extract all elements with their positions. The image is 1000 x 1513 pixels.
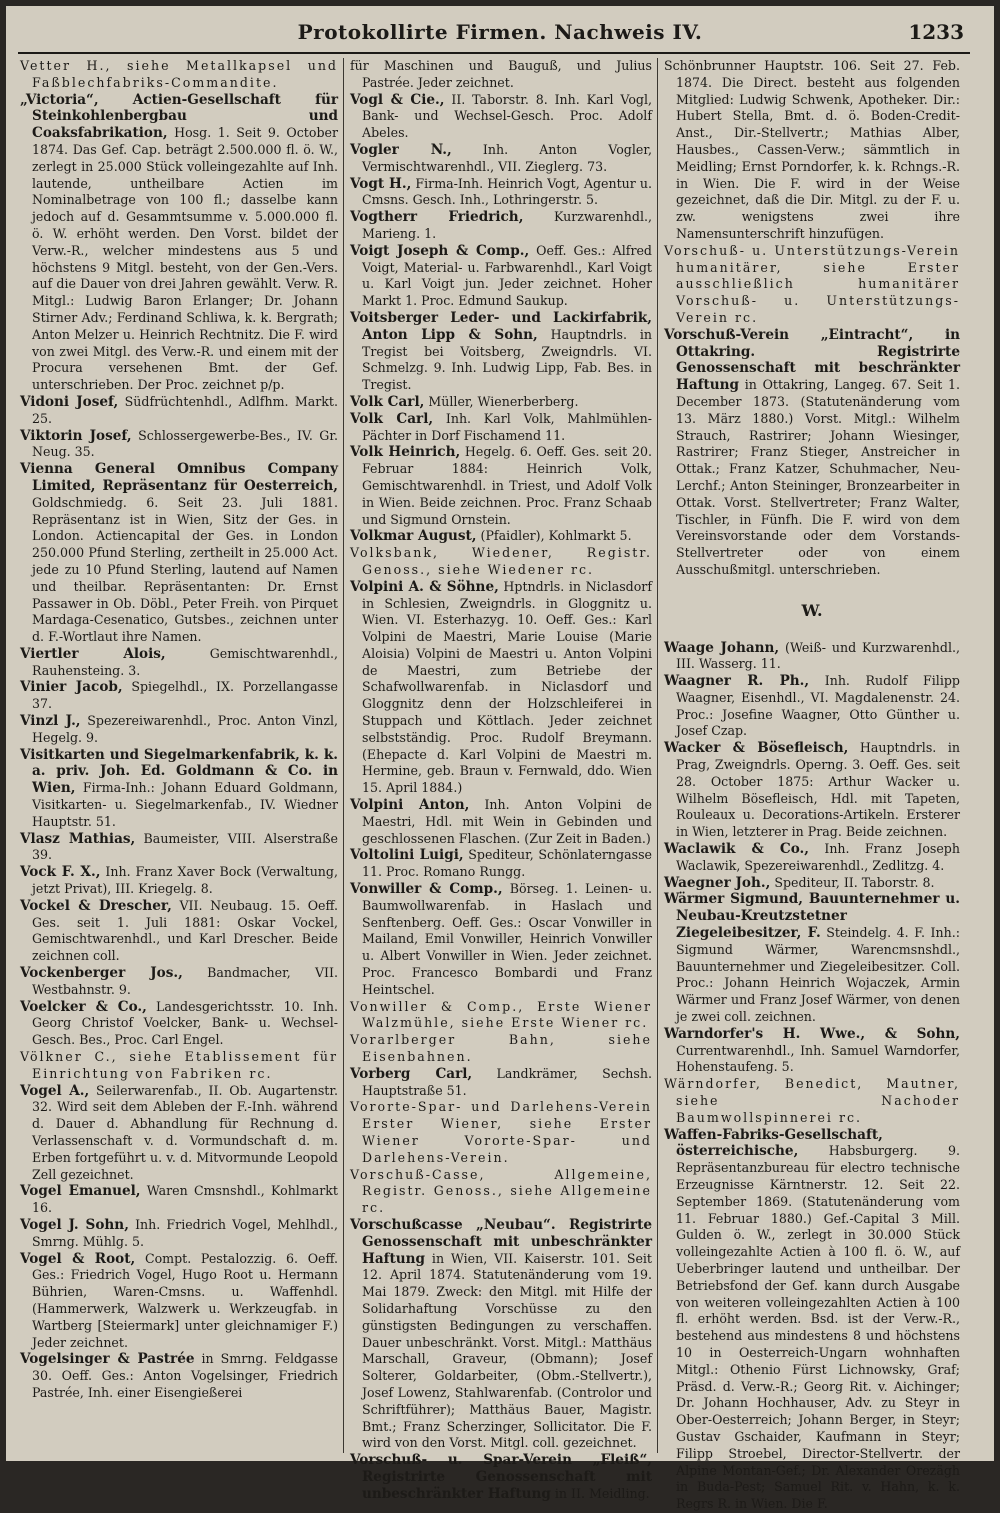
firm-entry: [664, 841, 960, 875]
column-divider: [343, 58, 344, 1453]
firm-name: Volpini Anton,: [350, 797, 470, 814]
firm-details: Steindelg. 4. F. Inh.: Sigmund Wärmer, Warencmsnshdl., Bauunternehmer und Ziegeleibesitzer. Coll. Proc.: Johann Heinrich Wojaczek, Armin Wärmer und Franz Josef Wärmer, von denen je zwei coll. zeichnen.: [676, 925, 960, 1025]
firm-entry: [20, 747, 338, 831]
firm-name: Viktorin Josef,: [20, 427, 132, 444]
firm-details: Hauptndrls. in Tregist bei Voitsberg, Zweigndrls. VI. Schmelzg. 9. Inh. Ludwig Lipp, Fab. Bes. in Tregist.: [362, 326, 652, 393]
firm-name: Vogel A.,: [20, 1082, 90, 1099]
firm-details: in Ottakring, Langeg. 67. Seit 1. December 1873. (Statutenänderung vom 13. März 1880.) Vorst. Mitgl.: Wilhelm Strauch, Rastrirer; Johann Wiesinger, Rastrirer; Franz Stieger, Anstreicher in Ottak.; Franz Katzer, Schuhmacher, Neu-Lerchf.; Anton Steininger, Bronzearbeiter in Ottak. Vorst. Stellvertreter; Franz Walter, Tischler, in Fünfh. Die F. wird von dem Vereinsvorstande oder dem Vorstands-Stellvertreter oder von einem Ausschußmitgl. unterschrieben.: [676, 377, 960, 577]
firm-details: Baumeister, VIII. Alserstraße 39.: [32, 830, 338, 863]
firm-name: Waegner Joh.,: [664, 874, 771, 891]
firm-entry: [20, 1351, 338, 1401]
firm-details: Spiegelhdl., IX. Porzellangasse 37.: [32, 679, 338, 712]
firm-name: Visitkarten und Siegelmarkenfabrik, k. k. a. priv. Joh. Ed. Goldmann & Co. in Wien,: [20, 746, 338, 797]
firm-details: Südfrüchtenhdl., Adlfhm. Markt. 25.: [32, 393, 339, 426]
firm-entry: [350, 92, 652, 142]
firm-name: Vogelsinger & Pastrée: [20, 1351, 195, 1368]
firm-details: Bandmacher, VII. Westbahnstr. 9.: [32, 965, 339, 997]
firm-entry: [350, 545, 652, 579]
firm-name: Vogel J. Sohn,: [20, 1216, 129, 1233]
column-divider: [657, 58, 658, 1453]
firm-entry: [20, 831, 338, 865]
firm-details: Habsburgerg. 9. Repräsentanzbureau für electro technische Erzeugnisse Kärntnerstr. 12. Seit 22. September 1869. (Statutenänderung vom 11. Februar 1880.) Gef.-Capital 3 Mill. Gulden ö. W., zerlegt in 30.000 Stück volleingezahlte Actien à 100 fl. ö. W., auf Ueberbringer lautend und untheilbar. Der Betriebsfond der Gef. kann durch Ausgabe von weiteren volleingezahlten Actien à 100 fl. erhöht werden. Bsd. ist der Verw.-R., bestehend aus mindestens 8 und höchstens 10 in Oesterreich-Ungarn wohnhaften Mitgl.: Othenio Fürst Lichnowsky, Graf; Präsd. d. Verw.-R.; Georg Rit. v. Aichinger; Dr. Johann Hochhauser, Adv. zu Steyr in Ober-Oesterreich; Johann Berger, in Steyr; Gustav Gschaider, Kaufmann in Steyr; Filipp Stroebel, Director-Stellvertr. der Alpine Montan-Gef.; Dr. Alexander Orezägh in Buda-Pest; Samuel Rit. v. Hahn, k. k. Regrs R. in Wien. Die F.: [676, 1143, 960, 1512]
firm-entry: [664, 740, 960, 841]
firm-name: Voltolini Luigi,: [350, 847, 464, 864]
firm-details: in Smrng. Feldgasse 30. Oeff. Ges.: Anton Vogelsinger, Friedrich Pastrée, Inh. einer Eisengießerei: [32, 1351, 338, 1400]
header-rule: [18, 52, 970, 54]
firm-details: in II. Meidling.: [550, 1485, 650, 1501]
firm-entry: [20, 679, 338, 713]
firm-name: Volpini A. & Söhne,: [350, 578, 499, 595]
firm-entry: [350, 1099, 652, 1166]
firm-name: Waagner R. Ph.,: [664, 673, 810, 690]
firm-details: Müller, Wienerberberg.: [424, 393, 579, 409]
firm-name: Volk Carl,: [350, 393, 425, 410]
firm-entry: [350, 444, 652, 528]
firm-entry: [20, 1049, 338, 1083]
firm-name: Vockenberger Jos.,: [20, 965, 183, 982]
firm-details: Hosg. 1. Seit 9. October 1874. Das Gef. Cap. beträgt 2.500.000 fl. ö. W., zerlegt in 25.000 Stück volleingezahlte auf Inh. lautende, untheilbare Actien im Nominalbetrage von 100 fl.; dasselbe kann jedoch auf d. Gesammtsumme v. 5.000.000 fl. ö. W. erhöht werden. Den Vorst. bildet der Verw.-R., welcher mindestens aus 5 und höchstens 9 Mitgl. besteht, von der Gen.-Vers. auf die Dauer von drei Jahren gewählt. Verw. R. Mitgl.: Ludwig Baron Erlanger; Dr. Johann Stirner Adv.; Ferdinand Schliwa, k. k. Bergrath; Anton Melzer u. Heinrich Rechtnitz. Die F. wird von zwei Mitgl. des Verw.-R. und einem mit der Procura versehenen Bmt. der Gef. unterschrieben. Der Proc. zeichnet p/p.: [32, 125, 338, 393]
firm-details: in Wien, VII. Kaiserstr. 101. Seit 12. April 1874. Statutenänderung vom 19. Mai 1879. Zweck: den Mitgl. mit Hilfe der Solidarhaftung Vorschüsse zu den günstigsten Bedingungen zu verschaffen. Dauer unbeschränkt. Vorst. Mitgl.: Matthäus Marschall, Graveur, (Obmann); Josef Solterer, Goldarbeiter, (Obm.-Stellvertr.), Josef Lowenz, Stahlwarenfab. (Controlor und Schriftführer); Matthäus Bauer, Magistr. Bmt.; Franz Scherzinger, Sollicitator. Die F. wird von den Vorst. Mitgl. coll. gezeichnet.: [362, 1250, 652, 1451]
firm-details: Kurzwarenhdl., Marieng. 1.: [362, 209, 652, 241]
firm-entry: [350, 58, 652, 92]
firm-details: Hptndrls. in Niclasdorf in Schlesien, Zweigndrls. in Gloggnitz u. Wien. VI. Esterhazyg. 10. Oeff. Ges.: Karl Volpini de Maestri, Marie Louise (Marie Aloisia) Volpini de Maestri u. Anton Volpini de Maestri, zum Betriebe der Schafwollwarenfab. in Niclasdorf und Gloggnitz denn der Holzschleiferei in Stuppach und Köttlach. Jeder zeichnet selbstständig. Proc. Rudolf Breymann. (Ehepacte d. Karl Volpini de Maestri m. Hermine, geb. Braun v. Fernwald, ddo. Wien 15. April 1884.): [362, 578, 652, 796]
firm-name: Vienna General Omnibus Company Limited, Repräsentanz für Oesterreich,: [20, 461, 338, 494]
directory-page: [6, 6, 994, 1512]
firm-entry: [350, 394, 652, 411]
firm-details: (Weiß- und Kurzwarenhdl., III. Wasserg. 11.: [676, 639, 961, 672]
firm-entry: [350, 209, 652, 243]
firm-name: Vlasz Mathias,: [20, 830, 136, 847]
firm-entry: [664, 1127, 960, 1513]
firm-name: Vogel & Root,: [20, 1250, 136, 1267]
firm-entry: [664, 673, 960, 740]
firm-entry: [20, 1217, 338, 1251]
firm-details: Seilerwarenfab., II. Ob. Augartenstr. 32. Wird seit dem Ableben der F.-Inh. während d. Dauer d. Abhandlung für Rechnung d. Verlassenschaft v. d. Vormundschaft d. m. Erben fortgeführt u. v. d. Mitvormunde Leopold Zell gezeichnet.: [32, 1082, 338, 1182]
firm-entry: [20, 394, 338, 428]
firm-name: Vorschuß- u. Unterstützungs-Verein humanitärer, siehe Erster ausschließlich humanitärer Vorschuß- u. Unterstützungs-Verein rc.: [664, 242, 960, 325]
firm-details: Börseg. 1. Leinen- u. Baumwollwarenfab. in Haslach und Senftenberg. Oeff. Ges.: Oscar Vonwiller in Mailand, Emil Vonwiller, Heinrich Vonwiller u. Albert Vonwiller in Wien. Jeder zeichnet. Proc. Francesco Bombardi und Franz Heintschel.: [362, 881, 652, 997]
firm-name: Vinzl J.,: [20, 713, 81, 730]
firm-entry: [20, 965, 338, 999]
firm-entry: [664, 1026, 960, 1076]
firm-details: Spezereiwarenhdl., Proc. Anton Vinzl, Hegelg. 9.: [32, 713, 338, 745]
firm-details: II. Taborstr. 8. Inh. Karl Vogl, Bank- und Wechsel-Gesch. Proc. Adolf Abeles.: [362, 91, 652, 141]
firm-details: Spediteur, Schönlaterngasse 11. Proc. Romano Rungg.: [362, 847, 652, 880]
firm-name: Volk Carl,: [350, 410, 434, 427]
firm-name: Wacker & Bösefleisch,: [664, 740, 849, 757]
firm-entry: [350, 243, 652, 310]
firm-name: Waage Johann,: [664, 639, 780, 656]
firm-entry: [350, 1167, 652, 1217]
firm-entry: [350, 847, 652, 881]
firm-details: Firma-Inh. Heinrich Vogt, Agentur u. Cmsns. Gesch. Inh., Lothringerstr. 5.: [362, 175, 652, 208]
firm-name: Waffen-Fabriks-Gesellschaft, österreichische,: [664, 1126, 883, 1160]
firm-name: Wärmer Sigmund, Bauunternehmer u. Neubau-Kreutzstetner Ziegeleibesitzer, F.: [664, 891, 960, 942]
firm-name: „Victoria“, Actien-Gesellschaft für Steinkohlenbergbau und Coaksfabrikation,: [20, 91, 338, 142]
firm-details: Schlossergewerbe-Bes., IV. Gr. Neug. 35.: [32, 427, 338, 460]
firm-name: Viertler Alois,: [20, 645, 166, 662]
firm-name: Vorschuß-Verein „Eintracht“, in Ottakring. Registrirte Genossenschaft mit beschränkter Haftung: [664, 326, 960, 394]
firm-name: Vorschuß- u. Spar-Verein „Fleiß“, Registrirte Genossenschaft mit unbeschränkter Haftung: [350, 1452, 652, 1502]
firm-entry: [350, 881, 652, 999]
firm-name: Volkmar August,: [350, 528, 477, 545]
firm-name: Vogt H.,: [350, 175, 412, 192]
firm-details: Landkrämer, Sechsh. Hauptstraße 51.: [362, 1065, 652, 1098]
column-left: [20, 58, 338, 1453]
firm-name: Vockel & Drescher,: [20, 897, 172, 914]
firm-entry: [20, 428, 338, 462]
firm-name: Vogel Emanuel,: [20, 1183, 141, 1200]
firm-name: Vorberg Carl,: [350, 1065, 473, 1082]
firm-name: Wärndorfer, Benedict, Mautner, siehe Nachoder Baumwollspinnerei rc.: [664, 1076, 960, 1125]
firm-name: Völkner C., siehe Etablissement für Einrichtung von Fabriken rc.: [20, 1049, 338, 1081]
firm-entry: [350, 797, 652, 847]
firm-entry: [350, 310, 652, 394]
firm-details: Compt. Pestalozzig. 6. Oeff. Ges.: Friedrich Vogel, Hugo Root u. Hermann Bührien, Waren-Cmsns. u. Waffenhdl. (Hammerwerk, Walzwerk u. Werkzeugfab. in Wartberg [Steiermark] unter gleichnamiger F.) Jeder zeichnet.: [32, 1250, 338, 1350]
firm-details: Landesgerichtsstr. 10. Inh. Georg Christof Voelcker, Bank- u. Wechsel-Gesch. Bes., Proc. Carl Engel.: [32, 998, 338, 1048]
firm-entry: [664, 891, 960, 1025]
firm-details: Schönbrunner Hauptstr. 106. Seit 27. Feb. 1874. Die Direct. besteht aus folgenden Mitglied: Ludwig Schwenk, Apotheker. Dir.: Hubert Stella, Bmt. d. ö. Boden-Credit-Anst., Dir.-Stellvertr.; Mathias Alber, Hausbes., Cassen-Verw.; sämmtlich in Meidling; Ernst Porndorfer, k. k. Rchngs.-R. in Wien. Die F. wird in der Weise gezeichnet, daß die Dir. Mitgl. zu der F. u. zw. wenigstens zwei ihre Namensunterschrift hinzufügen.: [664, 58, 960, 241]
firm-name: Volksbank, Wiedener, Registr. Genoss., siehe Wiedener rc.: [350, 545, 652, 577]
firm-name: Voigt Joseph & Comp.,: [350, 242, 530, 259]
firm-entry: [350, 999, 652, 1033]
firm-entry: [664, 1076, 960, 1126]
firm-details: Currentwarenhdl., Inh. Samuel Warndorfer, Hohenstaufeng. 5.: [676, 1042, 960, 1075]
firm-name: Voelcker & Co.,: [20, 998, 147, 1015]
firm-entry: [20, 864, 338, 898]
firm-entry: [20, 58, 338, 92]
firm-name: Vock F. X.,: [20, 864, 101, 881]
firm-entry: [664, 640, 960, 674]
firm-details: Inh. Anton Vogler, Vermischtwarenhdl., VII. Zieglerg. 73.: [362, 141, 652, 174]
firm-entry: [350, 1452, 652, 1502]
firm-entry: [350, 142, 652, 176]
firm-details: Hegelg. 6. Oeff. Ges. seit 20. Februar 1884: Heinrich Volk, Gemischtwarenhdl. in Triest, und Adolf Volk in Wien. Beide zeichnen. Proc. Franz Schaab und Sigmund Ornstein.: [362, 444, 652, 527]
firm-entry: [20, 898, 338, 965]
firm-name: Vogler N.,: [350, 141, 452, 158]
firm-name: Waclawik & Co.,: [664, 841, 809, 858]
firm-entry: [20, 461, 338, 646]
section-letter: W.: [801, 600, 823, 620]
firm-entry: [20, 646, 338, 680]
firm-entry: [350, 1217, 652, 1452]
firm-entry: [664, 58, 960, 243]
firm-entry: [664, 243, 960, 327]
firm-details: Inh. Franz Xaver Bock (Verwaltung, jetzt Privat), III. Kriegelg. 8.: [32, 864, 338, 897]
firm-entry: [20, 92, 338, 394]
firm-name: Vorschußcasse „Neubau“. Registrirte Genossenschaft mit unbeschränkter Haftung: [350, 1216, 652, 1267]
firm-name: Vorschuß-Casse, Allgemeine, Registr. Genoss., siehe Allgemeine rc.: [350, 1166, 652, 1216]
firm-details: Inh. Rudolf Filipp Waagner, Eisenhdl., VI. Magdalenenstr. 24. Proc.: Josefine Waagner, Otto Günther u. Josef Czap.: [676, 673, 960, 739]
firm-details: für Maschinen und Bauguß, und Julius Pastrée. Jeder zeichnet.: [350, 58, 652, 90]
firm-details: Waren Cmsnshdl., Kohlmarkt 16.: [32, 1183, 338, 1216]
firm-entry: [350, 528, 652, 545]
firm-name: Vidoni Josef,: [20, 393, 119, 410]
firm-details: Inh. Franz Joseph Waclawik, Spezereiwarenhdl., Zedlitzg. 4.: [676, 841, 960, 873]
page-header: [6, 20, 994, 50]
firm-name: Vogl & Cie.,: [350, 91, 445, 108]
firm-details: Spediteur, II. Taborstr. 8.: [770, 874, 935, 890]
firm-entry: [20, 1083, 338, 1184]
firm-entry: [20, 1183, 338, 1217]
firm-name: Vororte-Spar- und Darlehens-Verein Erster Wiener, siehe Erster Wiener Vororte-Spar- und Darlehens-Verein.: [350, 1099, 652, 1165]
firm-name: Volk Heinrich,: [350, 444, 461, 461]
firm-details: VII. Neubaug. 15. Oeff. Ges. seit 1. Juli 1881: Oskar Vockel, Gemischtwarenhdl., und Karl Drescher. Beide zeichnen coll.: [32, 897, 338, 964]
firm-entry: [350, 1066, 652, 1100]
firm-name: Voitsberger Leder- und Lackirfabrik, Anton Lipp & Sohn,: [350, 309, 652, 343]
column-middle: [350, 58, 652, 1502]
page-number: 1233: [908, 20, 964, 44]
firm-details: Hauptndrls. in Prag, Zweigndrls. Operng. 3. Oeff. Ges. seit 28. October 1875: Arthur Wacker u. Wilhelm Bösefleisch, Hdl. mit Tapeten, Rouleaux u. Decorations-Artikeln. Ersterer in Wien, letzterer in Prag. Beide zeichnen.: [676, 740, 960, 840]
firm-entry: [20, 1251, 338, 1352]
firm-name: Vinier Jacob,: [20, 679, 123, 696]
firm-name: Vetter H., siehe Metallkapsel und Faßblechfabriks-Commandite.: [20, 58, 338, 90]
firm-entry: [664, 875, 960, 892]
firm-entry: [350, 579, 652, 797]
firm-details: Inh. Friedrich Vogel, Mehlhdl., Smrng. Mühlg. 5.: [32, 1216, 338, 1249]
firm-name: Warndorfer's H. Wwe., & Sohn,: [664, 1025, 960, 1042]
column-right: [664, 58, 961, 1512]
firm-details: Firma-Inh.: Johann Eduard Goldmann, Visitkarten- u. Siegelmarkenfab., IV. Wiedner Hauptstr. 51.: [32, 780, 338, 829]
firm-details: Goldschmiedg. 6. Seit 23. Juli 1881. Repräsentanz ist in Wien, Sitz der Ges. in London. Actiencapital der Ges. in London 250.000 Pfund Sterling, zertheilt in 25.000 Act. jede zu 10 Pfund Sterling, lautend auf Namen und theilbar. Repräsentanten: Dr. Ernst Passawer in Ob. Döbl., Peter Freih. von Pirquet Mardaga-Cesenatico, Gutsbes., zeichnen unter d. F.-Wortlaut ihre Namen.: [32, 494, 338, 645]
firm-name: Vogtherr Friedrich,: [350, 209, 524, 226]
firm-entry: [20, 999, 338, 1049]
firm-details: Inh. Karl Volk, Mahlmühlen-Pächter in Dorf Fischamend 11.: [362, 410, 652, 443]
firm-entry: [350, 1032, 652, 1066]
firm-entry: [350, 176, 652, 210]
firm-details: (Pfaidler), Kohlmarkt 5.: [476, 528, 632, 544]
firm-entry: [350, 411, 652, 445]
firm-name: Vonwiller & Comp., Erste Wiener Walzmühle, siehe Erste Wiener rc.: [350, 998, 652, 1031]
firm-name: Vonwiller & Comp.,: [350, 881, 503, 898]
firm-entry: [664, 327, 960, 579]
page-title: Protokollirte Firmen. Nachweis IV.: [297, 20, 703, 44]
firm-entry: [20, 713, 338, 747]
firm-details: Gemischtwarenhdl., Rauhensteing. 3.: [32, 645, 338, 678]
firm-details: Oeff. Ges.: Alfred Voigt, Material- u. Farbwarenhdl., Karl Voigt u. Karl Voigt jun. Jeder zeichnet. Hoher Markt 1. Proc. Edmund Saukup.: [362, 242, 652, 309]
firm-name: Vorarlberger Bahn, siehe Eisenbahnen.: [350, 1032, 652, 1065]
firm-details: Inh. Anton Volpini de Maestri, Hdl. mit Wein in Gebinden und geschlossenen Flaschen. (Zur Zeit in Baden.): [362, 797, 652, 846]
